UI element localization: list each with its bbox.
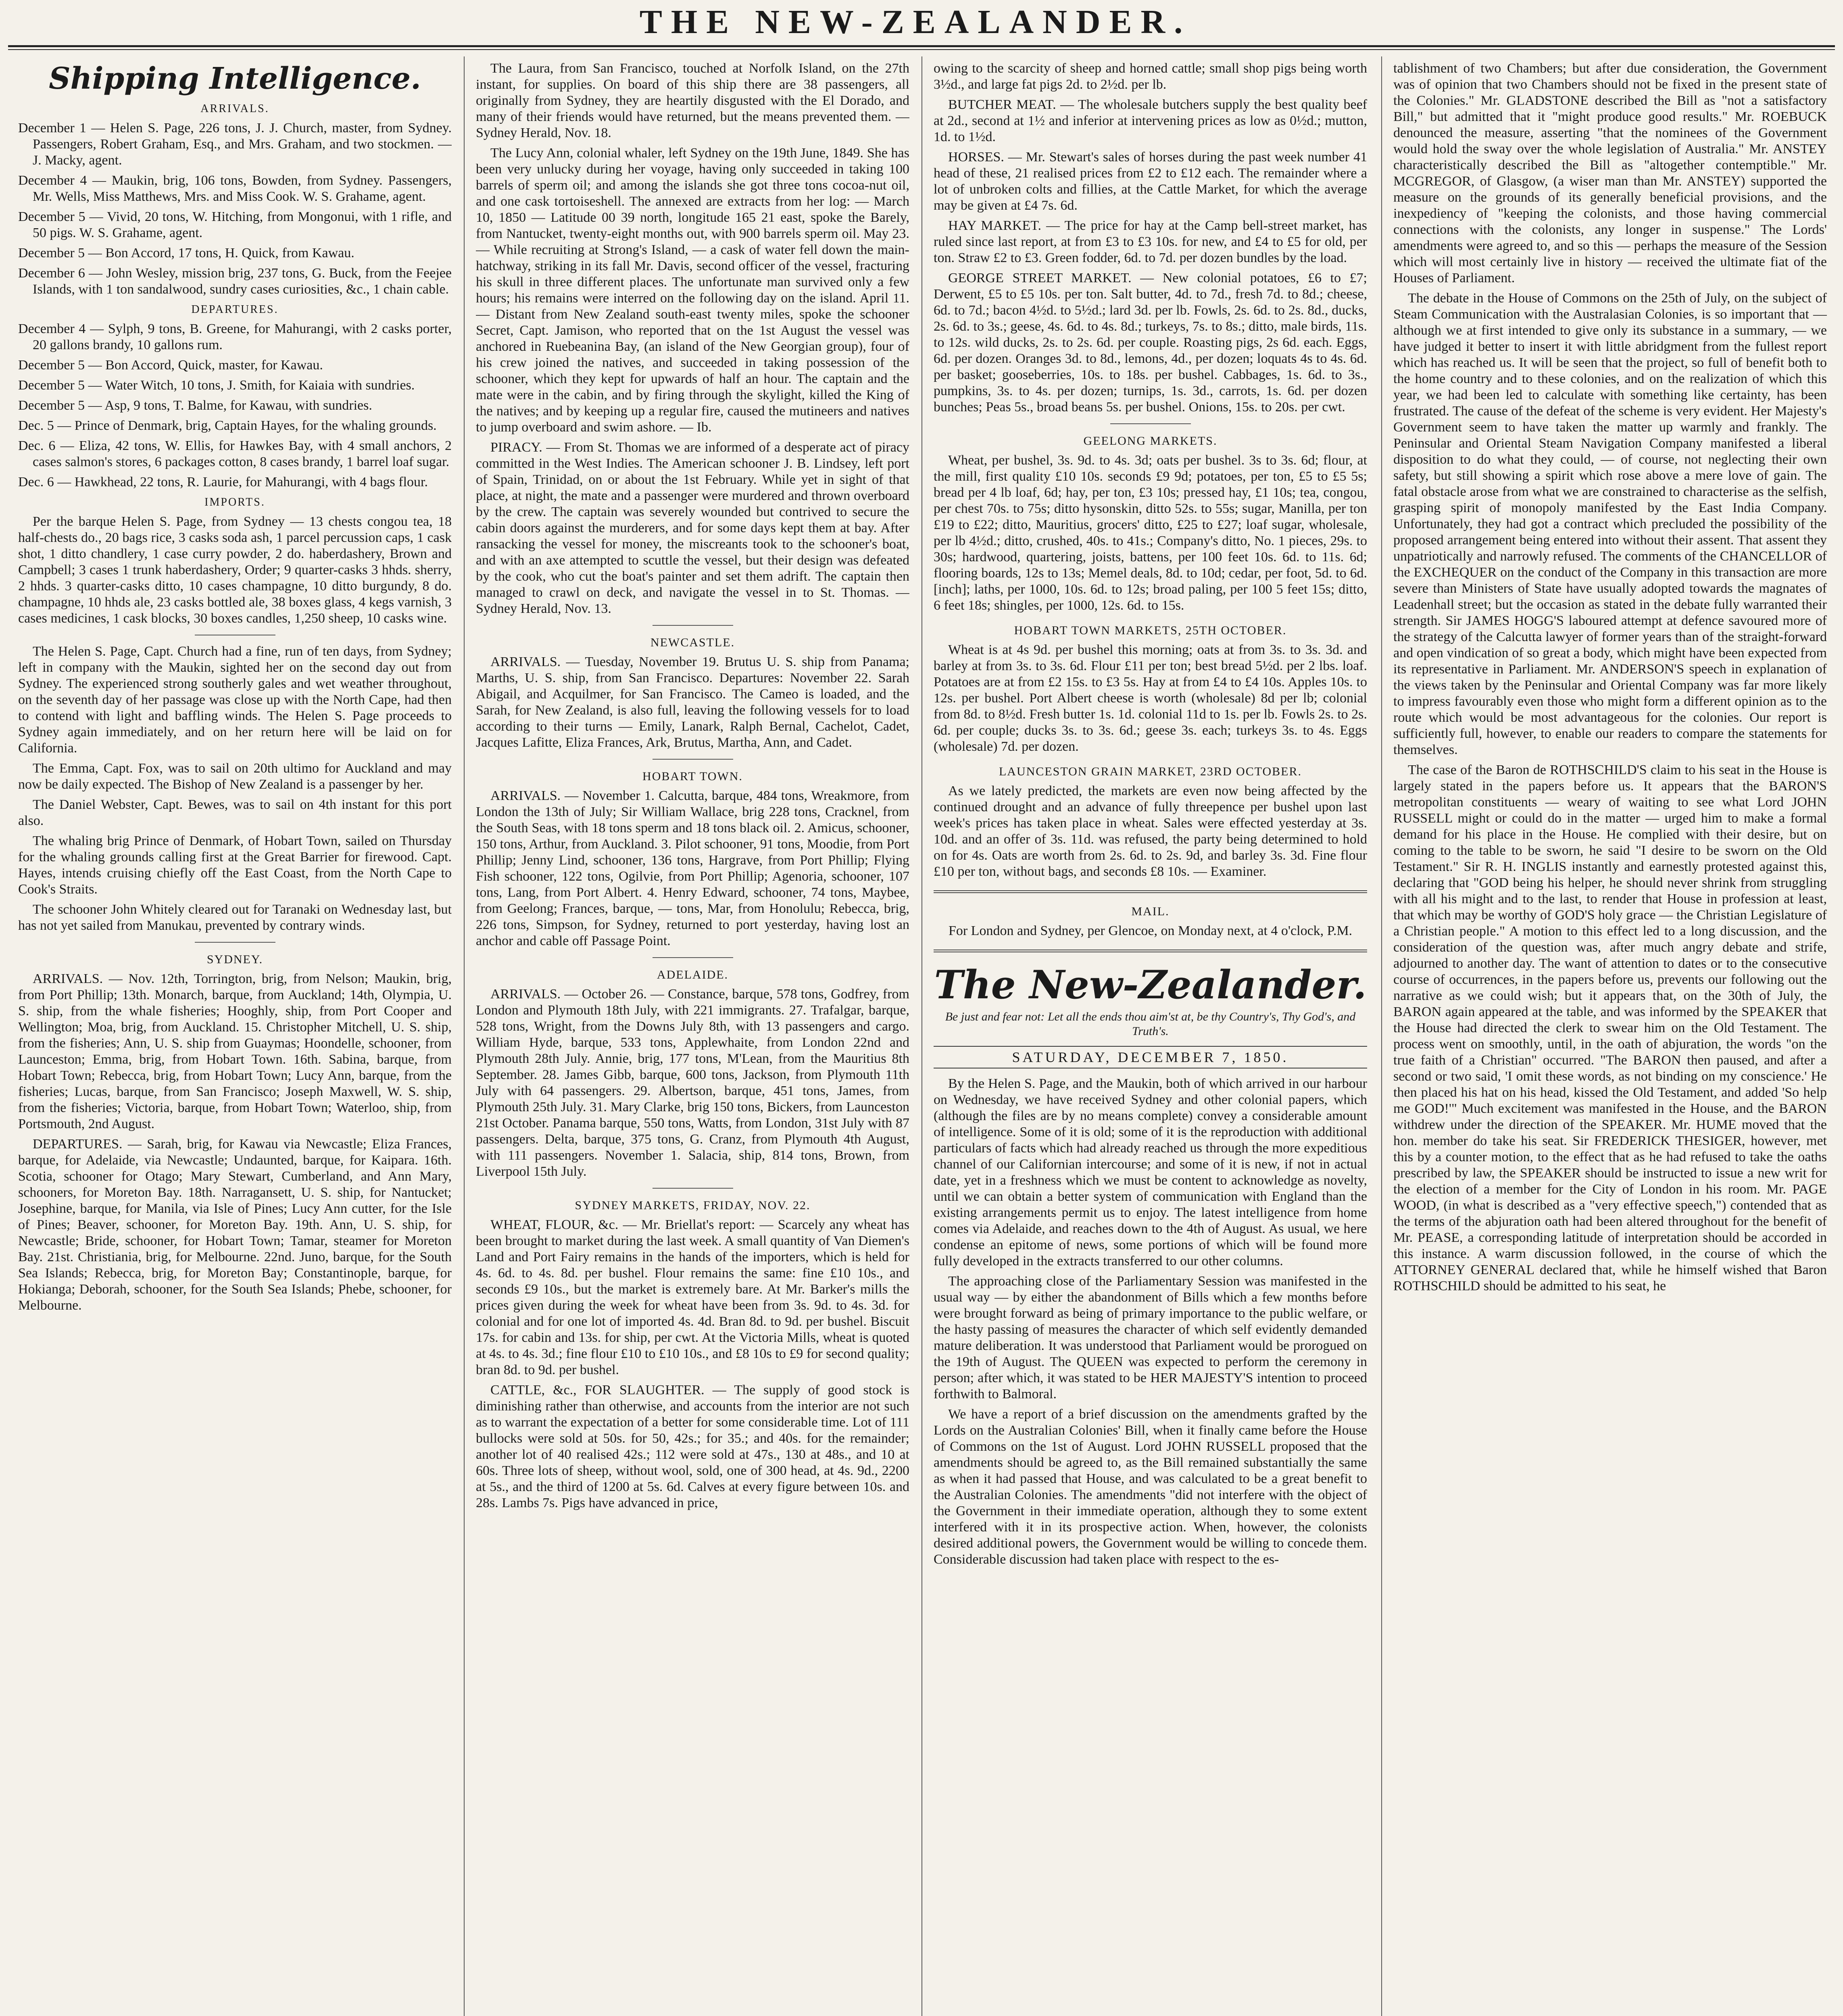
hobart-text: ARRIVALS. — November 1. Calcutta, barque, 484 tons, Wreakmore, from London the 13th of July; Sir William Wallace, brig 228 tons, Cracknel, from the South Seas, with 18 tons sperm and 18 tons black oil. 2. Amicus, schooner, 150 tons, Arthur, from Auckland. 3. Pilot schooner, 91 tons, Moodie, from Port Phillip; Jenny Lind, schooner, 136 tons, Hargrave, from Port Phillip; Flying Fish schooner, 122 tons, Ogilvie, from Port Phillip; Agenoria, schooner, 107 tons, Lang, from Port Albert. 4. Henry Edward, schooner, 74 tons, Maybee, from Geelong; Frances, barque, — tons, Mar, from Honolulu; Rebecca, brig, 226 tons, Simpson, for Sydney, returned to port yesterday, having lost an anchor and cable off Passage Point.	[476, 788, 909, 948]
divider	[195, 942, 275, 943]
column-rule	[1381, 56, 1382, 2016]
imports-text: Per the barque Helen S. Page, from Sydney — 13 chests congou tea, 18 half-chests do., 20 bags rice, 3 casks soda ash, 1 parcel percussion caps, 1 cask shot, 1 ditto chandlery, 1 case curry powder, 2 do. haberdashery, Brown and Campbell; 3 cases 1 trunk haberdashery, Order; 9 quarter-casks 3 hhds. sherry, 2 hhds. 3 quarter-casks ditto, 10 cases champagne, 10 ditto burgundy, 8 do. champagne, 10 hhds ale, 23 casks bottled ale, 38 boxes glass, 4 kegs varnish, 3 cases medicines, 1 cask blocks, 30 boxes candles, 1,250 sheep, 10 casks wine.	[18, 514, 452, 626]
sydney-markets-label: SYDNEY MARKETS, FRIDAY, NOV. 22.	[575, 1199, 811, 1212]
arrivals-label: ARRIVALS.	[200, 102, 269, 115]
editorial-paragraph: tablishment of two Chambers; but after due consideration, the Government was of opinion that two Chambers should not be fixed in the present state of the Colonies." Mr. GLADSTONE described the Bill as "not a satisfactory Bill," but admitted that it "might produce good results." Mr. ROEBUCK denounced the measure, asserting "that the nominees of the Government would hold the sway over the whole legislation of Australia." Mr. ANSTEY characteristically described the Bill as "altogether contemptible." Mr. MCGREGOR, of Glasgow, (a wiser man than Mr. ANSTEY) supported the measure on the grounds of its generally beneficial provisions, and the inexpediency of "keeping the colonists, and those having commercial connections with the colonists, any longer in suspense." The Lords' amendments were agreed to, and so this — perhaps the measure of the Session which will most certainly live in history — received the ultimate fiat of the Houses of Parliament.	[1393, 61, 1827, 285]
launceston-label: LAUNCESTON GRAIN MARKET, 23RD OCTOBER.	[999, 765, 1302, 778]
cattle-text: CATTLE, &c., FOR SLAUGHTER. — The supply of good stock is diminishing rather than otherwise, and accounts from the interior are not such as to warrant the expectation of a better for some considerable time. Lot of 111 bullocks were sold at 50s. for 50, 42s.; for 35.; and 40s. for the remainder; another lot of 40 realised 42s.; 112 were sold at 47s., 130 at 48s., and 10 at 60s. Three lots of sheep, without wool, sold, one of 300 head, at 4s. 9d., 2200 at 5s., and the third of 1200 at 5s. 6d. Calves at every figure between 10s. and 28s. Lambs 7s. Pigs have advanced in price,	[476, 1383, 909, 1510]
column-3	[934, 60, 1367, 2016]
sydney-label: SYDNEY.	[206, 953, 263, 966]
butcher-text: BUTCHER MEAT. — The wholesale butchers supply the best quality beef at 2d., second at 1½ and inferior at intervening prices as low as 0½d.; mutton, 1d. to 1½d.	[934, 97, 1367, 144]
hobart-label: HOBART TOWN.	[642, 770, 743, 783]
column-rule	[921, 56, 922, 2016]
departure-entry: Dec. 6 — Eliza, 42 tons, W. Ellis, for Hawkes Bay, with 4 small anchors, 2 cases salmon's stores, 6 packages cotton, 8 cases brandy, 1 barrel loaf sugar.	[18, 438, 452, 469]
column-rule	[464, 56, 465, 2016]
adelaide-label: ADELAIDE.	[657, 968, 729, 981]
adelaide-text: ARRIVALS. — October 26. — Constance, barque, 578 tons, Godfrey, from London and Plymouth 18th July, with 221 immigrants. 27. Trafalgar, barque, 528 tons, Wright, from the Downs July 8th, with 13 passengers and cargo. William Hyde, barque, 533 tons, Applewhaite, from London 22nd and Plymouth 28th July. Annie, brig, 177 tons, M'Lean, from the Mauritius 8th September. 28. James Gibb, barque, 600 tons, Jackson, from Plymouth 11th July with 64 passengers. 29. Albertson, barque, 451 tons, James, from Plymouth 25th July. 31. Mary Clarke, brig 150 tons, Bickers, from Launceston 21st October. Panama barque, 550 tons, Watts, from London, 31st July with 87 passengers. Delta, barque, 375 tons, G. Cranz, from Plymouth 4th August, with 111 passengers. November 1. Salacia, ship, 814 tons, Brown, from Liverpool 15th July.	[476, 987, 909, 1179]
motto: Be just and fear not: Let all the ends thou aim'st at, be thy Country's, Thy God's, and Truth's.	[945, 1010, 1356, 1038]
george-street-text: GEORGE STREET MARKET. — New colonial potatoes, £6 to £7; Derwent, £5 to £5 10s. per ton. Salt butter, 4d. to 7d., fresh 7d. to 8d.; cheese, 6d. to 7d.; bacon 4½d. to 5½d.; lard 3d. per lb. Fowls, 2s. 6d. to 2s. 8d., ducks, 2s. 6d. to 3s.; geese, 4s. 6d. to 4s. 8d.; turkeys, 7s. to 8s.; ditto, male birds, 11s. to 12s. wild ducks, 2s. to 2s. 6d. per couple. Roasting pigs, 2s 6d. each. Eggs, 6d. per dozen. Oranges 3d. to 8d., lemons, 4d., per dozen; loquats 4s to 4s. 6d. per basket; gooseberries, 10s. to 18s. per bushel. Cabbages, 1s. 6d. to 3s., pumpkins, 3s. to 4s. per dozen; turnips, 1s. 3d., carrots, 1s. 6d. per dozen bunches; Peas 5s., broad beans 5s. per bushel. Onions, 15s. to 20s. per cwt.	[934, 271, 1367, 414]
imports-label: IMPORTS.	[204, 496, 265, 508]
divider	[653, 759, 733, 760]
shipping-note: The schooner John Whitely cleared out for Taranaki on Wednesday last, but has not yet sailed from Manukau, prevented by contrary winds.	[18, 902, 452, 933]
editorial-paragraph: The debate in the House of Commons on the 25th of July, on the subject of Steam Communication with the Australasian Colonies, is so important that — although we at first intended to give only its substance in a summary, — we have judged it better to insert it with little abridgment from the fullest report which has reached us. It will be seen that the project, so full of benefit both to the home country and to these colonies, and on the realization of which this year, we had been led to calculate with something like certainty, has been frustrated. The cause of the defeat of the scheme is very evident. Her Majesty's Government seem to have taken the matter up warmly and frankly. The Peninsular and Oriental Steam Navigation Company manifested a liberal disposition to do what they could, — of course, not neglecting their own safety, but still showing a spirit which rose above a mere love of gain. The fatal obstacle arose from what we are constrained to characterise as the selfish, grasping spirit of monopoly manifested by the East India Company. Unfortunately, they had got a contract which precluded the possibility of the proposed arrangement being entered into without their assent. That assent they unpatriotically and narrowly refused. The comments of the CHANCELLOR of the EXCHEQUER on the conduct of the Company in this transaction are more severe than Ministers of State have usually adopted towards the magnates of Leadenhall street; but the occasion as stated in the debate fully warranted their strength. Sir JAMES HOGG'S laboured attempt at defence savoured more of the strategy of the Calcutta lawyer of former years than of the straight-forward and open vindication of so great a body, which might have been expected from its representative in Parliament. Mr. ANDERSON'S speech in explanation of the views taken by the Peninsular and Oriental Company was far more likely to impress favourably even those who might form a different opinion as to the route which would be most advantageous for the colonies. Our report is sufficiently full, however, to enable our readers to compare the statements for themselves.	[1393, 291, 1827, 757]
sydney-departures: DEPARTURES. — Sarah, brig, for Kawau via Newcastle; Eliza Frances, barque, for Adelaide, via Newcastle; Undaunted, barque, for Kaipara. 16th. Scotia, schooner for Otago; Mary Stewart, Cumberland, and Ann Mary, schooners, for Moreton Bay. 18th. Narragansett, U. S. ship, for Nantucket; Josephine, barque, for Manila, via Isle of Pines; Lucy Ann cutter, for the Isle of Pines; Beaver, schooner, for Moreton Bay. 19th. Ann, U. S. ship, for Newcastle; Bride, schooner, for Hobart Town; Tamar, steamer for Moreton Bay. 21st. Christiania, brig, for Melbourne. 22nd. Juno, barque, for the South Sea Islands; Rebecca, brig, for Moreton Bay; Constantinople, barque, for Hokianga; Deborah, schooner, for the South Sea Islands; Phebe, schooner, for Melbourne.	[18, 1137, 452, 1313]
markets-continued: owing to the scarcity of sheep and horned cattle; small shop pigs being worth 3½d., and large fat pigs 2d. to 2½d. per lb.	[934, 61, 1367, 92]
shipping-heading: Shipping Intelligence.	[49, 61, 421, 96]
hay-text: HAY MARKET. — The price for hay at the Camp bell-street market, has ruled since last report, at from £3 to £3 10s. for new, and £4 to £5 for old, per ton. Straw £2 to £3. Green fodder, 6d. to 7d. per dozen bundles by the load.	[934, 218, 1367, 265]
divider	[1110, 423, 1191, 424]
divider	[653, 1188, 733, 1189]
masthead-rule	[8, 45, 1835, 47]
double-rule	[934, 950, 1367, 952]
masthead: THE NEW-ZEALANDER.	[639, 3, 1192, 41]
mail-text: For London and Sydney, per Glencoe, on Monday next, at 4 o'clock, P.M.	[948, 923, 1353, 938]
editorial-paragraph: The case of the Baron de ROTHSCHILD'S claim to his seat in the House is largely stated in the papers before us. It appears that the BARON'S metropolitan constituents — weary of waiting to see what Lord JOHN RUSSELL might or could do in the matter — urged him to make a formal demand for his place in the House. He complied with their desire, but on coming to the table to be sworn, he said "I desire to be sworn on the Old Testament." Sir R. H. INGLIS instantly and earnestly protested against this, declaring that "GOD being his helper, he should never shrink from struggling with all his might and to the last, to render that House in profession at least, that which may be worthy of GOD'S holy grace — the Christian Legislature of a Christian people." A motion to this effect led to a long discussion, and the consideration of the question was, after much angry debate and strife, adjourned to another day. The want of attention to dates or to the consecutive course of occurrences, in the papers before us, prevents our following out the narrative as we could wish; but it appears that, on the 30th of July, the BARON again appeared at the table, and was informed by the SPEAKER that the House had directed the clerk to swear him on the Old Testament. The process went on smoothly, until, in the oath of abjuration, the words "on the true faith of a Christian" occurred. "The BARON then paused, and after a second or two said, 'I omit these words, as not binding on my conscience.' He then placed his hat on his head, kissed the Old Testament, and added 'So help me GOD!'" Much excitement was manifested in the House, and the BARON withdrew under the direction of the SPEAKER. Mr. HUME moved that the hon. member do take his seat. Sir FREDERICK THESIGER, however, met this by a counter motion, to the effect that as he had refused to take the oaths prescribed by law, the SPEAKER should be instructed to issue a new writ for the election of a member for the City of London in his room. Mr. PAGE WOOD, (in what is described as a "very effective speech,") contended that as the terms of the abjuration oath had been altered throughout for the benefit of Mr. PEASE, a corresponding latitude of interpretation should be accorded in this instance. A warm discussion followed, in the course of which the ATTORNEY GENERAL declared that, while he himself wished that Baron ROTHSCHILD should be admitted to his seat, he	[1393, 762, 1827, 1293]
newcastle-label: NEWCASTLE.	[650, 636, 735, 649]
news-item: The Laura, from San Francisco, touched at Norfolk Island, on the 27th instant, for supplies. On board of this ship there are 38 passengers, all originally from Sydney, they are heartily disgusted with the El Dorado, and many of their friends would have returned, but the means prevented them. — Sydney Herald, Nov. 18.	[476, 61, 909, 140]
arrival-entry: December 5 — Bon Accord, 17 tons, H. Quick, from Kawau.	[18, 246, 354, 260]
news-item: The Lucy Ann, colonial whaler, left Sydney on the 19th June, 1849. She has been very unlucky during her voyage, having only succeeded in taking 100 barrels of sperm oil; and among the islands she got three tons cocoa-nut oil, and one cask tortoiseshell. The annexed are extracts from her log: — March 10, 1850 — Latitude 00 39 north, longitude 165 21 east, spoke the Barely, from Nantucket, twenty-eight months out, with 900 barrels sperm oil. May 23. — While recruiting at Strong's Island, — a cask of water fell down the main-hatchway, striking in its fall Mr. Davis, second officer of the vessel, fracturing his skull in three different places. The unfortunate man survived only a few hours; his remains were interred on the following day on the island. April 11. — Distant from New Zealand south-east twenty miles, spoke the schooner Secret, Capt. Jamison, who reported that on the 1st August the vessel was anchored in Ruebeanina Bay, (an island of the New Georgian group), four of his crew joined the natives, and succeeded in taking possession of the schooner, which they kept for upwards of half an hour. The captain and the mate were in the cabin, and by firing through the skylight, killed the King of the natives; and by keeping up a regular fire, caused the mutineers and natives to jump overboard and swim ashore. — Ib.	[476, 146, 909, 435]
column-1	[18, 60, 452, 2016]
editorial-paragraph: We have a report of a brief discussion on the amendments grafted by the Lords on the Australian Colonies' Bill, when it finally came before the House of Commons on the 1st of August. Lord JOHN RUSSELL proposed that the amendments should be agreed to, as the Bill remained substantially the same as when it had passed that House, and was calculated to be a great benefit to the Australian Colonies. The amendments "did not interfere with the object of the Government in their immediate operation, although they to some extent interfered with it in its prospective action. When, however, the colonists desired additional powers, the Government would be willing to concede them. Considerable discussion had taken place with respect to the es-	[934, 1407, 1367, 1567]
editorial-paragraph: By the Helen S. Page, and the Maukin, both of which arrived in our harbour on Wednesday, we have received Sydney and other colonial papers, which (although the files are by no means complete) convey a considerable amount of intelligence. Some of it is old; some of it is the reproduction with additional particulars of facts which had already reached us through the more expeditious channel of our Californian intercourse; and some of it is new, if not in actual date, yet in a freshness which we must be content to acknowledge as novelty, until we can obtain a better system of communication with England than the existing arrangements permit us to enjoy. The latest intelligence from home comes via Adelaide, and reaches down to the 4th of August. As usual, we here condense an epitome of news, some portions of which will be found more fully developed in the extracts transferred to our other columns.	[934, 1076, 1367, 1268]
divider	[653, 957, 733, 958]
double-rule	[934, 890, 1367, 893]
launceston-text: As we lately predicted, the markets are even now being affected by the continued drought and an advance of fully threepence per bushel upon last week's prices has taken place in wheat. Sales were effected yesterday at 3s. 10d. and an offer of 3s. 11d. was refused, the party being determined to hold on for 4s. Oats are worth from 2s. 6d. to 2s. 9d, and barley 3s. 3d. Fine flour £10 per ton, without bags, and seconds £8 10s. — Examiner.	[934, 783, 1367, 879]
horses-text: HORSES. — Mr. Stewart's sales of horses during the past week number 41 head of these, 21 realised prices from £2 to £12 each. The remainder where a lot of unbroken colts and fillies, at the Cattle Market, for which the average may be given at £4 7s. 6d.	[934, 150, 1367, 213]
dateline: SATURDAY, DECEMBER 7, 1850.	[934, 1046, 1367, 1068]
markets-text: WHEAT, FLOUR, &c. — Mr. Briellat's report: — Scarcely any wheat has been brought to market during the last week. A small quantity of Van Diemen's Land and Port Fairy remains in the hands of the importers, which is held for 4s. 6d. to 4s. 8d. per bushel. Flour remains the same: fine £10 10s., and seconds £9 10s., but the market is extremely bare. At Mr. Barker's mills the prices given during the week for wheat have been from 3s. 9d. to 4s. 3d. for colonial and for one lot of imported 4s. 4d. Bran 8d. to 9d. per bushel. Biscuit 17s. for cabin and 13s. for ship, per cwt. At the Victoria Mills, wheat is quoted at 4s. to 4s. 3d.; fine flour £10 to £10 10s., and £8 10s to £9 for second quality; bran 8d. to 9d. per bushel.	[476, 1217, 909, 1377]
shipping-note: The Helen S. Page, Capt. Church had a fine, run of ten days, from Sydney; left in company with the Maukin, sighted her on the second day out from Sydney. The experienced strong southerly gales and wet weather throughout, on the seventh day of her passage was close up with the North Cape, had then to contend with light and baffling winds. The Helen S. Page proceeds to Sydney again immediately, and on her return here will be laid on for California.	[18, 644, 452, 756]
editorial-paragraph: The approaching close of the Parliamentary Session was manifested in the usual way — by either the abandonment of Bills which a few months before were brought forward as being of primary importance to the public welfare, or the hasty passing of measures the character of which self evidently demanded mature deliberation. It was understood that Parliament would be prorogued on the 19th of August. The QUEEN was expected to perform the ceremony in person; after which, it was stated to be HER MAJESTY'S intention to proceed forthwith to Balmoral.	[934, 1274, 1367, 1402]
geelong-label: GEELONG MARKETS.	[1083, 434, 1218, 448]
column-2	[476, 60, 909, 2016]
departure-entry: December 5 — Bon Accord, Quick, master, for Kawau.	[18, 358, 323, 373]
departure-entry: December 5 — Asp, 9 tons, T. Balme, for Kawau, with sundries.	[18, 398, 372, 413]
shipping-note: The whaling brig Prince of Denmark, of Hobart Town, sailed on Thursday for the whaling grounds calling first at the Great Barrier for firewood. Capt. Hayes, intends cruising chiefly off the East Coast, from the North Cape to Cook's Straits.	[18, 833, 452, 897]
geelong-text: Wheat, per bushel, 3s. 9d. to 4s. 3d; oats per bushel. 3s to 3s. 6d; flour, at the mill, first quality £10 10s. seconds £9 9d; potatoes, per ton, £5 to £5 5s; bread per 4 lb loaf, 6d; hay, per ton, £3 10s; pressed hay, £1 10s; tea, congou, per chest 70s. to 75s; ditto hysonskin, ditto 52s. to 55s; sugar, Manilla, per ton £19 to £22; ditto, Mauritius, grocers' ditto, £25 to £27; loaf sugar, wholesale, per lb 4½d.; ditto, crushed, 40s. to 41s.; Company's ditto, No. 1 pieces, 29s. to 30s; hardwood, quartering, joists, battens, per 100 feet 10s. 6d. to 11s. 6d; flooring boards, 12s to 13s; Memel deals, 8d. to 10d; cedar, per foot, 5d. to 6d. [inch]; laths, per 1000, 10s. 6d. to 12s; broad paling, per 100 5 feet 15s; ditto, 6 feet 18s; shingles, per 1000, 12s. 6d. to 15s.	[934, 453, 1367, 613]
departure-entry: Dec. 5 — Prince of Denmark, brig, Captain Hayes, for the whaling grounds.	[18, 418, 437, 433]
newcastle-text: ARRIVALS. — Tuesday, November 19. Brutus U. S. ship from Panama; Marths, U. S. ship, from San Francisco. Departures: November 22. Sarah Abigail, and Acquilmer, for San Francisco. The Cameo is loaded, and the Sarah, for New Zealand, is also full, leaving the following vessels for to load according to their turns — Emily, Lanark, Ralph Bernal, Cachelot, Cadet, Jacques Lafitte, Eliza Frances, Ark, Brutus, Martha, Ann, and Cadet.	[476, 654, 909, 750]
hobart-markets-label: HOBART TOWN MARKETS, 25TH OCTOBER.	[1014, 624, 1287, 637]
masthead-rule-thin	[8, 49, 1835, 50]
arrival-entry: December 6 — John Wesley, mission brig, 237 tons, G. Buck, from the Feejee Islands, with 1 ton sandalwood, sundry cases curiosities, &c., 1 chain cable.	[18, 266, 452, 297]
departure-entry: Dec. 6 — Hawkhead, 22 tons, R. Laurie, for Mahurangi, with 4 bags flour.	[18, 475, 428, 489]
departures-label: DEPARTURES.	[191, 303, 279, 316]
sydney-arrivals: ARRIVALS. — Nov. 12th, Torrington, brig, from Nelson; Maukin, brig, from Port Phillip; 13th. Monarch, barque, from Auckland; 14th, Olympia, U. S. ship, from the whale fisheries; Hooghly, ship, from Port Cooper and Wellington; Moa, brig, from Auckland. 15. Christopher Mitchell, U. S. ship, from the fisheries; Ann, U. S. ship from Guaymas; Hoondelle, schooner, from Launceston; Emma, brig, from Hobart Town. 16th. Sabina, barque, from Hobart Town; Rebecca, brig, from Hobart Town; Lucy Ann, barque, from the fisheries; Lucas, barque, from San Francisco; Joseph Maxwell, W. S. ship, from the fisheries; Victoria, barque, from Hobart Town; Waterloo, ship, from Portsmouth, 2nd August.	[18, 971, 452, 1131]
shipping-note: The Daniel Webster, Capt. Bewes, was to sail on 4th instant for this port also.	[18, 797, 452, 828]
departure-entry: December 5 — Water Witch, 10 tons, J. Smith, for Kaiaia with sundries.	[18, 378, 415, 393]
shipping-note: The Emma, Capt. Fox, was to sail on 20th ultimo for Auckland and may now be daily expected. The Bishop of New Zealand is a passenger by her.	[18, 761, 452, 792]
paper-title: The New-Zealander.	[934, 962, 1367, 1008]
departure-entry: December 4 — Sylph, 9 tons, B. Greene, for Mahurangi, with 2 casks porter, 20 gallons brandy, 10 gallons rum.	[18, 321, 452, 352]
divider	[653, 625, 733, 626]
mail-label: MAIL.	[1131, 905, 1170, 918]
hobart-markets-text: Wheat is at 4s 9d. per bushel this morning; oats at from 3s. to 3s. 3d. and barley at from 3s. to 3s. 6d. Flour £11 per ton; best bread 5½d. per 2 lbs. loaf. Potatoes are at from £2 15s. to £3 5s. Hay at from £4 to £4 10s. Apples 10s. to 12s. per bushel. Port Albert cheese is worth (wholesale) 8d per lb; colonial from 8d. to 8½d. Fresh butter 1s. 1d. colonial 11d to 1s. per lb. Fowls 2s. to 2s. 6d. per couple; ducks 3s. to 3s. 6d.; geese 3s. each; turkeys 3s. to 4s. Eggs (wholesale) 7d. per dozen.	[934, 642, 1367, 754]
arrival-entry: December 1 — Helen S. Page, 226 tons, J. J. Church, master, from Sydney. Passengers, Robert Graham, Esq., and Mrs. Graham, and two stockmen. — J. Macky, agent.	[18, 121, 452, 168]
arrival-entry: December 5 — Vivid, 20 tons, W. Hitching, from Mongonui, with 1 rifle, and 50 pigs. W. S. Grahame, agent.	[18, 209, 452, 240]
arrival-entry: December 4 — Maukin, brig, 106 tons, Bowden, from Sydney. Passengers, Mr. Wells, Miss Matthews, Mrs. and Miss Cook. W. S. Grahame, agent.	[18, 173, 452, 204]
column-4	[1393, 60, 1827, 2016]
news-item: PIRACY. — From St. Thomas we are informed of a desperate act of piracy committed in the West Indies. The American schooner J. B. Lindsey, left port of Spain, Trinidad, on or about the 1st February. While yet in sight of that place, at night, the mate and a passenger were murdered and thrown overboard by the crew. The captain was severely wounded but contrived to secure the cabin doors against the murderers, and for some days kept them at bay. After ransacking the vessel for money, the miscreants took to the schooner's boat, and with an axe attempted to scuttle the vessel, but their design was defeated by the cook, who cut the boat's painter and set them adrift. The captain then managed to crawl on deck, and navigate the vessel in to St. Thomas. — Sydney Herald, Nov. 13.	[476, 440, 909, 616]
